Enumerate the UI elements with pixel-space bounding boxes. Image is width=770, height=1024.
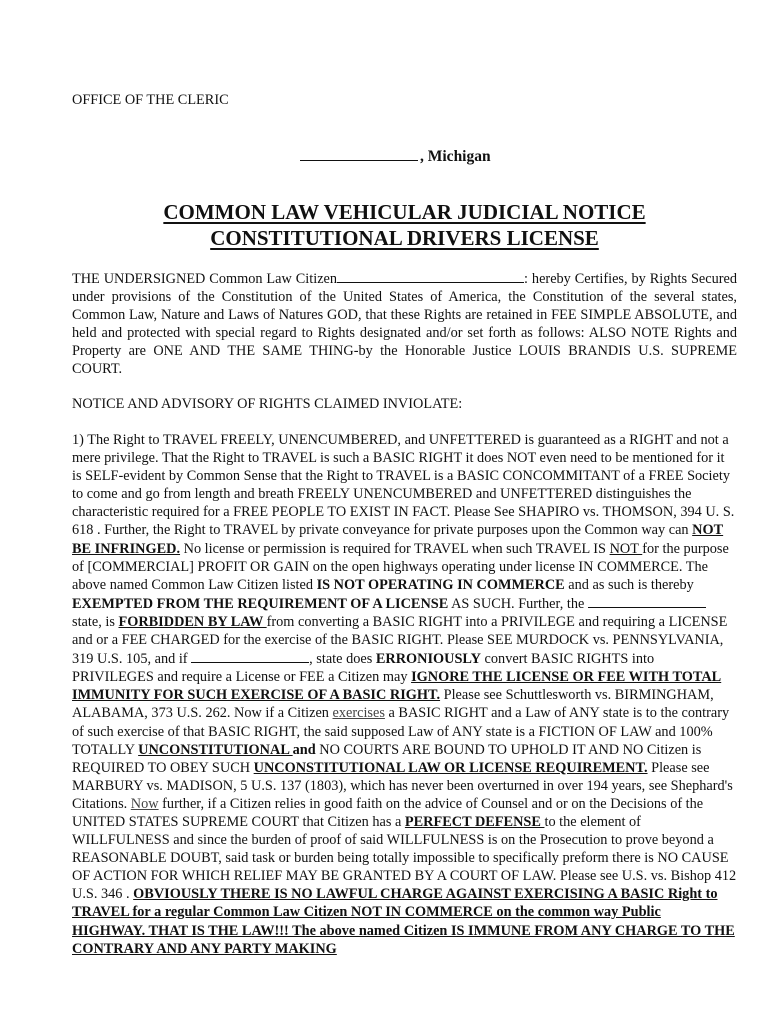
intro-text-a: THE UNDERSIGNED Common Law Citizen [72,271,338,287]
body-text: convert BASIC RIGHTS into PRIVILEGES and require a License or FEE a Citizen may [72,651,655,686]
state-blank [191,649,309,663]
body-text: AS SUCH. Further, the [448,595,588,612]
body-text: for the purpose of [COMMERCIAL] PROFIT OR GAIN on the open highways operating under license IN COMMERCE. The above named Common Law Citizen listed [72,540,729,593]
emphasis-text: NOT [609,540,643,557]
body-text: and as such is thereby [564,576,694,593]
emphasis-text: IS NOT OPERATING IN COMMERCE [316,576,565,593]
emphasis-text: and [292,741,316,758]
body-text: Please see MARBURY vs. MADISON, 5 U.S. 137 (1803), which has never been overturned in over 194 years, see Shephard's Citations. [72,759,733,812]
emphasis-text: UNCONSTITUTIONAL LAW OR LICENSE REQUIREMENT. [253,759,648,776]
body-text: Please see Schuttlesworth vs. BIRMINGHAM, ALABAMA, 373 U.S. 262. Now if a Citizen [72,687,714,722]
emphasis-text: OBVIOUSLY THERE IS NO LAWFUL CHARGE AGAINST EXERCISING A BASIC Right to TRAVEL for a regular Common Law Citizen NOT IN COMMERCE on the common way Public HIGHWAY. THAT IS THE LAW!!! The above named Citizen IS IMMUNE FROM ANY CHARGE TO THE CONTRARY AND ANY PARTY MAKING [72,886,735,957]
location-text: , Michigan [420,148,491,165]
document-title [72,199,737,251]
body-text: 1) The Right to TRAVEL FREELY, UNENCUMBERED, and UNFETTERED is guaranteed as a RIGHT and not a mere privilege. That the Right to TRAVEL is such a BASIC RIGHT it does NOT even need to be mentioned for it is SELF-evident by Common Sense that the Right to TRAVEL is a BASIC CONCOMMITANT of a FREE Society to come and go from length and breath FREELY UNENCUMBERED and UNFETTERED distinguishes the characteristic required for a FREE PEOPLE TO EXIST IN FACT. Please See SHAPIRO vs. THOMSON, 394 U. S. 618 . Further, the Right to TRAVEL by private conveyance for private purposes upon the Common way can [72,432,735,539]
title-line-1: COMMON LAW VEHICULAR JUDICIAL NOTICE [163,200,646,224]
body-text: from converting a BASIC RIGHT into a PRIVILEGE and requiring a LICENSE and or a FEE CHARGED for the exercise of the BASIC RIGHT. Please SEE MURDOCK vs. PENNSYLVANIA, 319 U.S. 105, and if [72,613,728,668]
emphasis-text: IGNORE THE LICENSE OR FEE WITH TOTAL IMMUNITY FOR SUCH EXERCISE OF A BASIC RIGHT. [72,669,722,704]
body-text: a BASIC RIGHT and a Law of ANY state is to the contrary of such exercise of that BASIC RIGHT, the said supposed Law of ANY state is a FICTION OF LAW and 100% TOTALLY [72,705,730,758]
body-text: NO COURTS ARE BOUND TO UPHOLD IT AND NO Citizen is REQUIRED TO OBEY SUCH [72,741,702,776]
body-text: , state does [309,651,376,668]
intro-text-b: : hereby Certifies, by Rights Secured under provisions of the Constitution of the United States of America, the Constitution of the several states, Common Law, Nature and Laws of Natures GOD, that these Rights are retained in FEE SIMPLE ABSOLUTE, and held and protected with special regard to Rights designated and/or set forth as follows: ALSO NOTE Rights and Property are ONE AND THE SAME THING-by the Honorable Justice LOUIS BRANDIS U.S. SUPREME COURT. [72,271,737,378]
now-link[interactable]: Now [130,795,159,812]
emphasis-text: UNCONSTITUTIONAL [138,741,293,758]
citizen-name-blank [337,269,524,283]
notice-heading: NOTICE AND ADVISORY OF RIGHTS CLAIMED INVIOLATE: [72,396,463,412]
body-text: state, is [72,613,119,630]
body-text: to the element of WILLFULNESS and since the burden of proof of said WILLFULNESS is on the Prosecution to prove beyond a REASONABLE DOUBT, said task or burden being totally impossible to specifically preform there is NO CAUSE OF ACTION FOR WHICH RELIEF MAY BE GRANTED BY A COURT OF LAW. Please see U.S. vs. Bishop 412 U.S. 346 . [72,813,737,903]
emphasis-text: NOT BE INFRINGED. [72,522,724,557]
emphasis-text: EXEMPTED FROM THE REQUIREMENT OF A LICENSE [72,595,449,612]
title-line-2: CONSTITUTIONAL DRIVERS LICENSE [210,226,599,250]
body-paragraph [72,431,737,958]
state-blank [588,594,706,608]
body-text: further, if a Citizen relies in good faith on the advice of Counsel and or on the Decisions of the UNITED STATES SUPREME COURT that Citizen has a [72,795,704,830]
emphasis-text: FORBIDDEN BY LAW [118,613,267,630]
emphasis-text: PERFECT DEFENSE [404,813,545,830]
exercises-link[interactable]: exercises [332,705,385,722]
body-text: No license or permission is required for TRAVEL when such TRAVEL IS [180,540,610,557]
location-line [300,145,491,166]
intro-paragraph [72,269,737,379]
emphasis-text: ERRONIOUSLY [375,651,481,668]
office-heading: OFFICE OF THE CLERIC [72,92,229,108]
location-blank [300,145,418,161]
